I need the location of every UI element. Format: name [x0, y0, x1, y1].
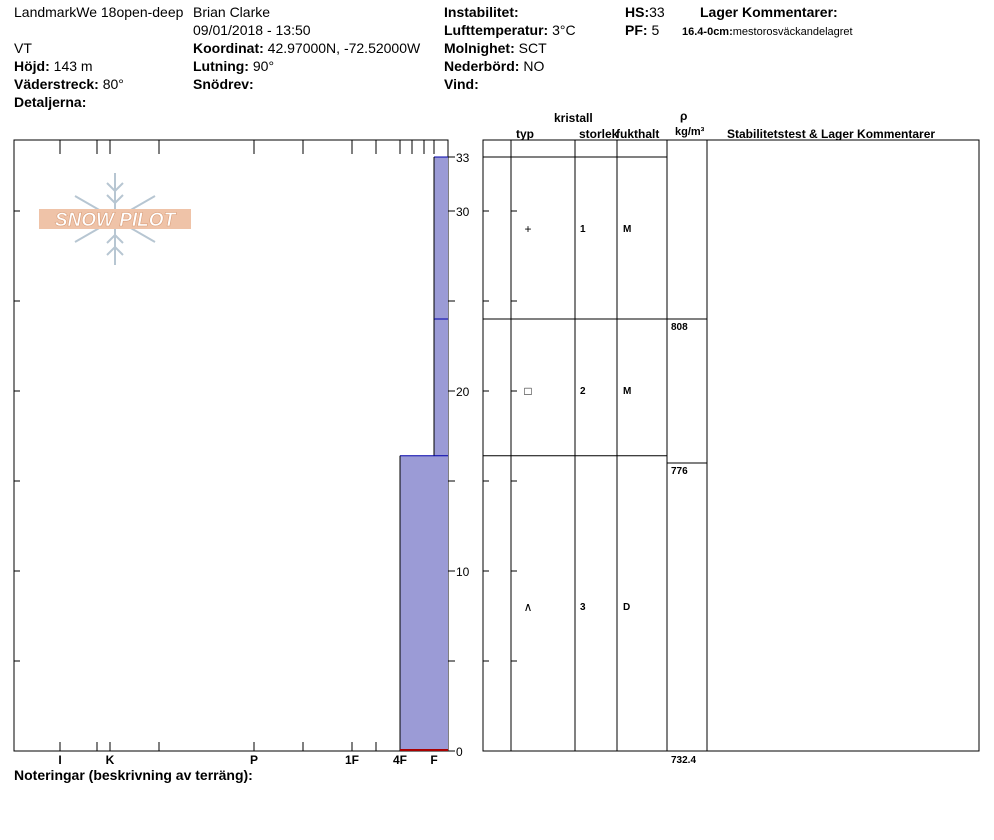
state-code: VT [14, 40, 32, 56]
hardness-tick-label: P [249, 753, 259, 767]
hardness-tick-label: 4F [392, 753, 408, 767]
sky-label: Molnighet: [444, 40, 515, 56]
crystal-header: kristall [554, 111, 593, 125]
sky-value: SCT [518, 40, 547, 56]
wind-label: Vind: [444, 76, 479, 92]
hardness-layer-bar [400, 456, 448, 751]
stability-header: Stabilitetstest & Lager Kommentarer [727, 127, 936, 141]
depth-tick-label: 10 [456, 565, 470, 579]
precip-value: NO [523, 58, 545, 74]
aspect-value: 80° [102, 76, 124, 92]
rho-header: ρ [680, 109, 688, 123]
grain-size-value: 2 [580, 386, 586, 397]
density-value: 776 [671, 466, 688, 477]
grain-size-value: 1 [580, 224, 586, 235]
depth-tick-label: 0 [456, 745, 463, 759]
observer-name: Brian Clarke [193, 4, 271, 20]
pf-label: PF: [625, 22, 648, 38]
size-header: storlek [579, 127, 619, 141]
density-value: 732.4 [671, 755, 697, 766]
coordinate-value: 42.97000N, -72.52000W [267, 40, 421, 56]
hardness-tick-label: I [58, 753, 62, 767]
airtemp-value: 3°C [552, 22, 576, 38]
observation-datetime: 09/01/2018 - 13:50 [193, 22, 311, 38]
pf-value: 5 [651, 22, 660, 38]
details-label: Detaljerna: [14, 94, 87, 110]
snowpilot-logo [39, 173, 191, 265]
density-value: 808 [671, 322, 688, 333]
elevation-label: Höjd: [14, 58, 50, 74]
type-header: typ [516, 127, 534, 141]
drift-label: Snödrev: [193, 76, 254, 92]
instability-label: Instabilitet: [444, 4, 519, 20]
depth-tick-label: 20 [456, 385, 470, 399]
slope-value: 90° [252, 58, 275, 74]
hs-label: HS: [625, 4, 650, 20]
layer-comment-range: 16.4-0cm: [682, 26, 733, 38]
aspect-label: Väderstreck: [14, 76, 99, 92]
moisture-header: fukthalt [616, 127, 660, 141]
grain-type-symbol: □ [524, 384, 532, 398]
profile-plot-frame [14, 140, 448, 751]
hardness-tick-label: K [105, 753, 115, 767]
hs-value: 33 [649, 4, 665, 20]
hardness-tick-label: F [430, 753, 438, 767]
grain-type-symbol: ∧ [523, 600, 533, 614]
snowpilot-logo-text: SNOW PILOT [54, 210, 176, 231]
hardness-layer-bar [434, 157, 448, 319]
moisture-value: M [623, 386, 632, 397]
moisture-value: M [623, 224, 632, 235]
depth-tick-label: 30 [456, 205, 470, 219]
slope-label: Lutning: [193, 58, 249, 74]
hardness-tick-label: 1F [344, 753, 360, 767]
elevation-value: 143 m [53, 58, 93, 74]
layer-table-frame [483, 140, 979, 751]
grain-type-symbol: + [524, 222, 532, 236]
depth-tick-label: 33 [456, 151, 470, 165]
terrain-notes-label: Noteringar (beskrivning av terräng): [14, 767, 253, 783]
location-name: LandmarkWe 18open-deep [14, 4, 184, 20]
moisture-value: D [623, 602, 631, 613]
precip-label: Nederbörd: [444, 58, 520, 74]
hardness-layer-bar [434, 319, 448, 456]
density-unit-header: kg/m³ [675, 126, 705, 138]
layer-comment-text: mestorosväckandelagret [732, 26, 853, 38]
grain-size-value: 3 [580, 602, 586, 613]
layer-comments-label: Lager Kommentarer: [700, 4, 838, 20]
airtemp-label: Lufttemperatur: [444, 22, 549, 38]
coordinate-label: Koordinat: [193, 40, 264, 56]
